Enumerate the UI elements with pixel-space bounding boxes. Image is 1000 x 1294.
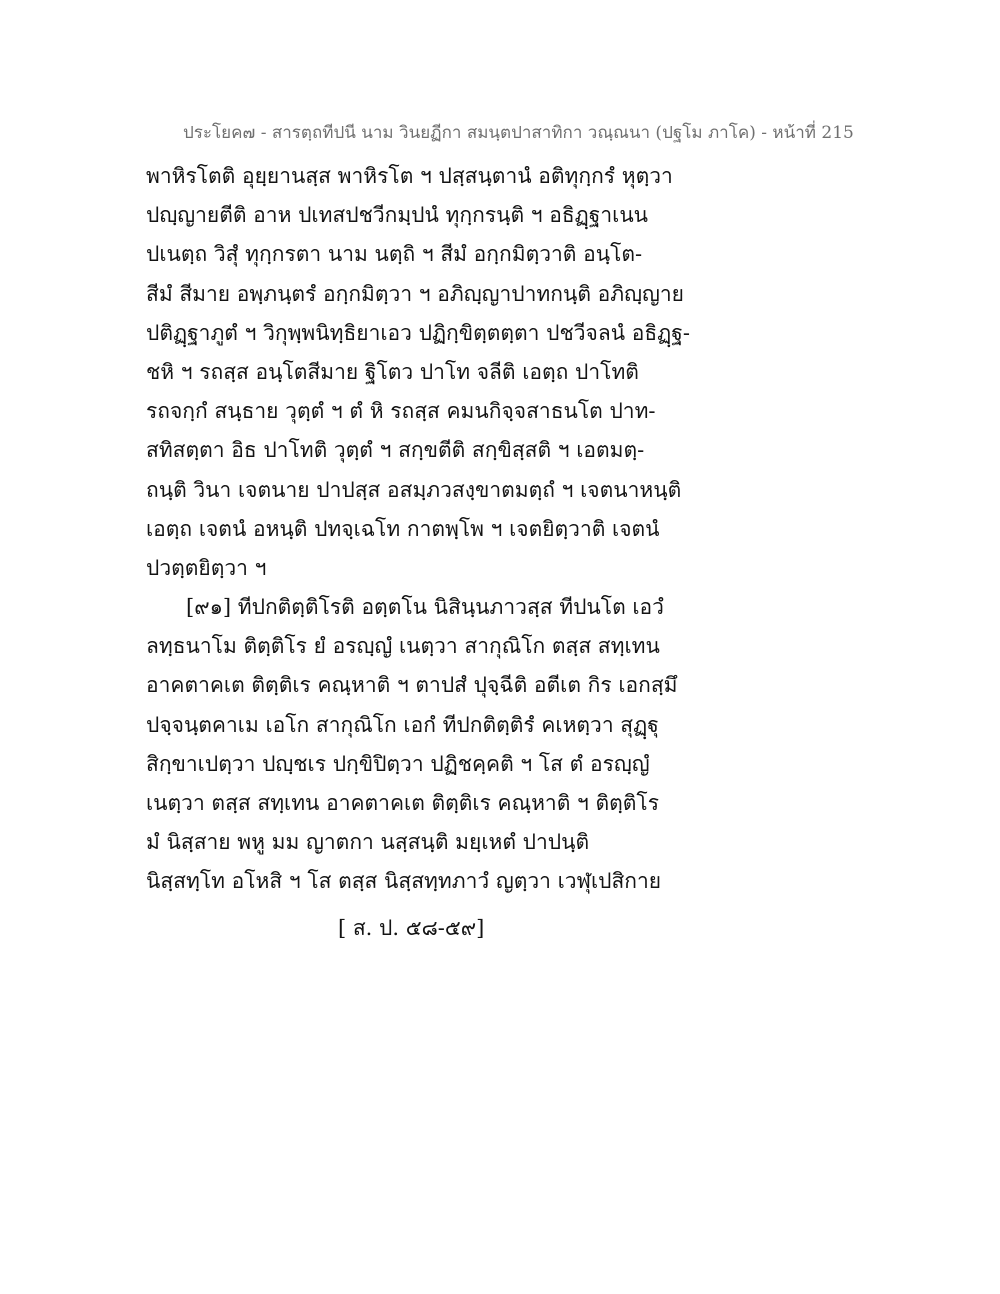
text-line: ปวตฺตยิตฺวา ฯ [146, 555, 267, 580]
running-title: ประโยค๗ - สารตฺถทีปนี นาม วินยฏีกา สมนฺตปาสาทิกา วณฺณนา (ปฐโม ภาโค) - หน้าที่ 215 [183, 123, 854, 143]
text-line: ปจฺจนฺตคาเม เอโก สากุณิโก เอกํ ทีปกติตฺติรํ คเหตฺวา สุฏฺฐุ [146, 712, 659, 737]
text-line: ปเนตฺถ วิสุํ ทุกฺกรตา นาม นตฺถิ ฯ สีมํ อกฺกมิตฺวาติ อนฺโต- [146, 242, 643, 267]
text-line: พาหิรโตติ อุยฺยานสฺส พาหิรโต ฯ ปสฺสนฺตานํ อติทุกฺกรํ หุตฺวา [146, 164, 673, 188]
text-line: สีมํ สีมาย อพฺภนฺตรํ อกฺกมิตฺวา ฯ อภิญฺญาปาทกนฺติ อภิญฺญาย [146, 281, 684, 306]
text-line: เนตฺวา ตสฺส สทฺเทน อาคตาคเต ติตฺติเร คณฺหาติ ฯ ติตฺติโร [146, 791, 659, 815]
paragraph-first-line: [๙๑] ทีปกติตฺติโรติ อตฺตโน นิสินฺนภาวสฺส ทีปนโต เอวํ [186, 595, 664, 620]
text-line: นิสฺสทฺโท อโหสิ ฯ โส ตสฺส นิสฺสทฺทภาวํ ญตฺวา เวฬุเปสิกาย [146, 869, 662, 894]
page-header [183, 121, 854, 145]
body-text [146, 157, 690, 902]
text-line: รถจกฺกํ สนฺธาย วุตฺตํ ฯ ตํ หิ รถสฺส คมนกิจฺจสาธนโต ปาท- [146, 399, 656, 424]
text-line: ชหิ ฯ รถสฺส อนฺโตสีมาย ฐิโตว ปาโท จลีติ เอตฺถ ปาโทติ [146, 359, 639, 384]
text-line: ปติฏฺฐาภูตํ ฯ วิกุพฺพนิทฺธิยาเอว ปฏิกฺขิตฺตตฺตา ปชวีจลนํ อธิฏฺฐ- [146, 320, 690, 345]
text-line: ถนฺติ วินา เจตนาย ปาปสฺส อสมฺภวสงฺขาตมตฺถํ ฯ เจตนาหนฺติ [146, 477, 682, 502]
text-line: สิกฺขาเปตฺวา ปญฺชเร ปกฺขิปิตฺวา ปฏิชคฺคติ ฯ โส ตํ อรญฺญํ [146, 751, 650, 776]
text-line: มํ นิสฺสาย พหู มม ญาตกา นสฺสนฺติ มยฺเหตํ ปาปนฺติ [146, 830, 590, 855]
text-line: ลทฺธนาโม ติตฺติโร ยํ อรญฺญํ เนตฺวา สากุณิโก ตสฺส สทฺเทน [146, 634, 660, 659]
text-line: สทิสตฺตา อิธ ปาโทติ วุตฺตํ ฯ สกฺขตีติ สกฺขิสฺสติ ฯ เอตมตฺ- [146, 438, 645, 463]
text-line: เอตฺถ เจตนํ อหนฺติ ปทจฺเฉโท กาตพฺโพ ฯ เจตยิตฺวาติ เจตนํ [146, 516, 660, 541]
source-reference: [ ส. ป. ๕๘-๕๙] [338, 916, 485, 940]
text-line: อาคตาคเต ติตฺติเร คณฺหาติ ฯ ตาปสํ ปุจฺฉีติ อตีเต กิร เอกสฺมึ [146, 673, 678, 698]
text-line: ปญฺญายตีติ อาห ปเทสปชวีกมฺปนํ ทุกฺกรนฺติ ฯ อธิฏฺฐาเนน [146, 203, 649, 228]
